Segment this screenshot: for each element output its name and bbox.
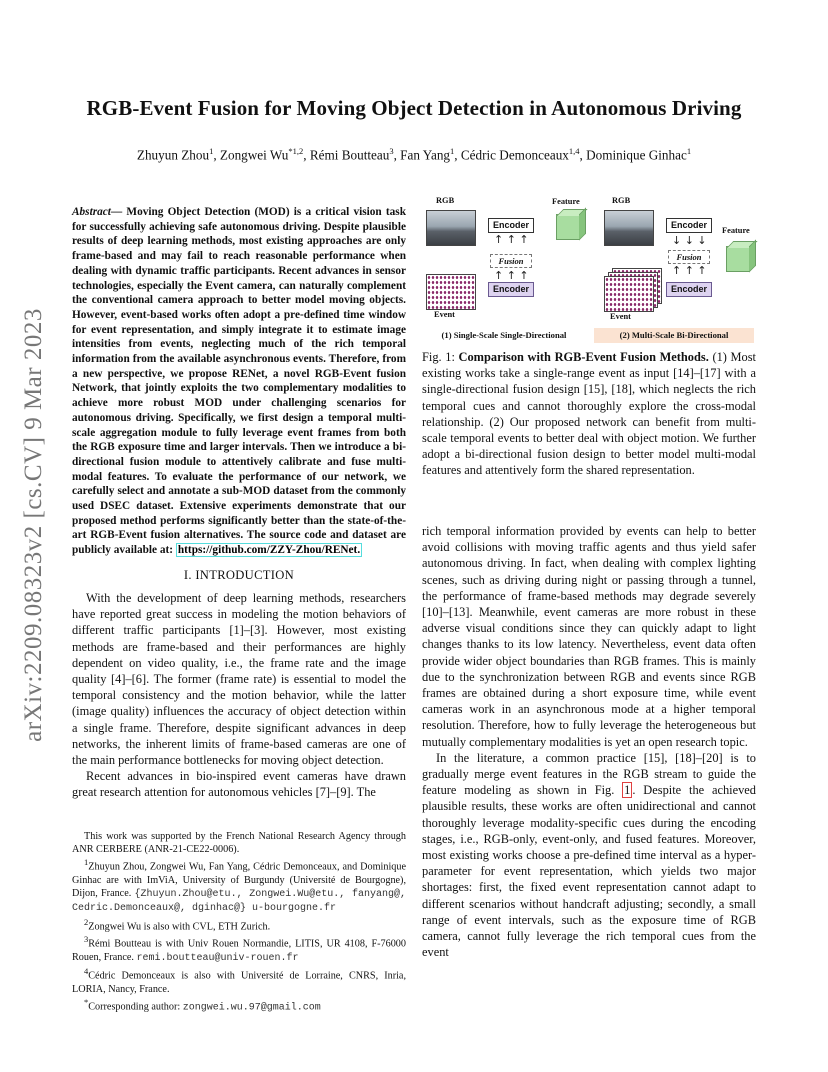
- author-list: Zhuyun Zhou$^1$, Zongwei Wu$^{*1,2}$, Rémi Boutteau$^3$, Fan Yang$^1$, Cédric Demonceaux$^{1,4}$, Dominique Ginhac$^1$: [136, 146, 692, 163]
- feature-label: Feature: [552, 197, 580, 206]
- event-label: Event: [610, 312, 631, 321]
- fusion-box: Fusion: [490, 254, 532, 268]
- author-affiliation: *1,2: [288, 146, 304, 156]
- footnote: $^1$Zhuyun Zhou, Zongwei Wu, Fan Yang, Cédric Demonceaux, and Dominique Ginhac are with ImViA, University of Burgundy (Université de Bourgogne), Dijon, France. {Zhuyun.Zhou@etu., Zongwei.Wu@etu., fanyang@, Cedric.Demonceaux@, dginhac@} u-bourgogne.fr: [72, 857, 407, 915]
- intro-text: [72, 590, 406, 801]
- footnote: $^2$Zongwei Wu is also with CVL, ETH Zurich.: [84, 916, 271, 932]
- up-arrows: ↑ ↑ ↑: [494, 269, 529, 282]
- feature-label: Feature: [722, 226, 750, 235]
- author-affiliation: 1: [209, 146, 214, 156]
- feature-cube-icon: [726, 246, 750, 272]
- footnotes: [72, 830, 406, 1014]
- encoder-box: Encoder: [488, 218, 534, 233]
- caption-prefix: Fig. 1:: [422, 350, 459, 364]
- rgb-label: RGB: [436, 196, 455, 205]
- arxiv-identifier: arXiv:2209.08323v2 [cs.CV] 9 Mar 2023: [20, 308, 47, 742]
- caption-text: (1) Most existing works take a single-range event as input [14]–[17] with a single-directional fusion design [15], [18], which neglects the rich temporal cues and cannot thoroughly explore the cross-modal relationship. (2) Our proposed network can benefit from multi-scale temporal events to better deal with object motion. We further adopt a bi-directional fusion design to better model multi-modal features and attentively form the shared representation.: [422, 350, 756, 478]
- event-frame-image: [426, 274, 476, 310]
- footnote: This work was supported by the French National Research Agency through ANR CERBERE (ANR-21-CE22-0006).: [72, 831, 406, 856]
- caption-title: Comparison with RGB-Event Fusion Methods.: [458, 350, 709, 364]
- footnote: $^4$Cédric Demonceaux is also with Université de Lorraine, CNRS, Inria, LORIA, Nancy, France.: [72, 966, 406, 995]
- event-label: Event: [434, 310, 455, 319]
- rgb-frame-image: [426, 210, 476, 246]
- paper-title: RGB-Event Fusion for Moving Object Detection in Autonomous Driving: [86, 96, 742, 120]
- down-arrows: ↓ ↓ ↓: [672, 234, 707, 247]
- fusion-box: Fusion: [668, 250, 710, 264]
- author-affiliation: 3: [389, 146, 394, 156]
- author-name: Dominique Ginhac: [586, 147, 687, 163]
- footnote: $^3$Rémi Boutteau is with Univ Rouen Normandie, LITIS, UR 4108, F-76000 Rouen, France. remi.boutteau@univ-rouen.fr: [72, 934, 406, 964]
- email-list: {Zhuyun.Zhou@etu., Zongwei.Wu@etu., fanyang@, Cedric.Demonceaux@, dginhac@} u-bourgogne.fr: [72, 889, 407, 915]
- encoder-box: Encoder: [666, 282, 712, 297]
- up-arrows: ↑ ↑ ↑: [672, 264, 707, 277]
- abstract-label: Abstract: [72, 206, 111, 218]
- author-affiliation: 1: [686, 146, 692, 156]
- author-affiliation: 1: [450, 146, 455, 156]
- subfigure-caption: (1) Single-Scale Single-Directional: [441, 330, 567, 340]
- paragraph: rich temporal information provided by events can help to better avoid collisions with moving traffic agents and thus yield safer autonomous driving. In fact, when dealing with complex lighting scenes, such as driving during night or passing through a tunnel, the performance of frame-based methods may degrade severely [10]–[13]. Meanwhile, event cameras are more robust in these adverse visual conditions since they can quickly adapt to light changes thanks to its low latency. Nevertheless, event data often provide wider object boundaries than RGB frames. This is mainly due to the synchronization between RGB and events since RGB frames are obtained during a short exposure time, while event cameras work in an asynchronous mode at a higher temporal resolution. Therefore, how to fully leverage the heterogeneous but mutually complementary modalities is yet an open research topic.: [422, 524, 756, 749]
- paragraph: With the development of deep learning methods, researchers have reported great success in modeling the motion behaviors of different traffic participants [1]–[3]. However, most existing methods are frame-based and their performances are highly dependent on video quality, i.e., the frame rate and the image quality [4]–[6]. The former (frame rate) is essential to model the temporal consistency and the motion behavior, while the latter (image quality) influences the accuracy of object detection within a single frame. Therefore, despite significant advances in deep networks, the inherent limits of frame-based cameras are one of the main performance bottlenecks for moving object detection.: [72, 591, 406, 768]
- author-name: Zongwei Wu: [219, 147, 289, 163]
- section-heading: I. INTRODUCTION: [183, 568, 295, 582]
- author-name: Cédric Demonceaux: [460, 147, 569, 163]
- author-name: Zhuyun Zhou: [136, 147, 210, 163]
- encoder-box: Encoder: [666, 218, 712, 233]
- footnote: *Corresponding author: zongwei.wu.97@gmail.com: [84, 996, 321, 1014]
- paragraph: Recent advances in bio-inspired event cameras have drawn great research attention for autonomous vehicles [7]–[9]. The: [72, 769, 406, 800]
- email: remi.boutteau@univ-rouen.fr: [136, 952, 299, 964]
- arxiv-sidebar: [22, 290, 46, 760]
- author-affiliation: 1,4: [568, 146, 580, 156]
- subfigure-caption: (2) Multi-Scale Bi-Directional: [594, 328, 754, 343]
- author-name: Fan Yang: [400, 147, 451, 163]
- encoder-box: Encoder: [488, 282, 534, 297]
- author-name: Rémi Boutteau: [309, 147, 390, 163]
- paragraph: In the literature, a common practice [15], [18]–[20] is to gradually merge event features in the RGB stream to guide the feature modeling as shown in Fig. 1 . Despite the achieved plausible results, these works are often unidirectional and cannot thoroughly leverage modality-specific cues during the encoding stages, i.e., RGB-only, event-only, and fused features. Moreover, most existing works choose a pre-defined time interval as a hyper-parameter for event representation, which yields two major shortages: first, the fixed event representation cannot adapt to different scenarios without handcraft adjusting; secondly, a small range of event intervals, such as the exposure time of RGB camera, cannot fully leverage the rich temporal cues from the event: [422, 750, 756, 960]
- code-link[interactable]: https://github.com/ZZY-Zhou/RENet.: [177, 544, 361, 557]
- rgb-frame-image: [604, 210, 654, 246]
- event-frame-stack-image: [604, 276, 654, 312]
- figure-1: [422, 192, 762, 344]
- abstract-text: Moving Object Detection (MOD) is a critical vision task for successfully achieving safe autonomous driving. Despite plausible results of deep learning methods, most existing approaches are only frame-based and may fail to reach reasonable performance when dealing with dynamic traffic participants. Recent advances in sensor technologies, especially the Event camera, can naturally complement the conventional camera approach to better model moving objects. However, event-based works often adopt a pre-defined time window for event representation, and simply integrate it to estimate image intensities from events, neglecting much of the rich temporal information from the available asynchronous events. Therefore, from a new perspective, we propose RENet, a novel RGB-Event fusion Network, that jointly exploits the two complementary modalities to achieve more robust MOD under challenging scenarios for autonomous driving. Specifically, we first design a temporal multi-scale aggregation module to fully leverage event frames from both the RGB exposure time and larger intervals. Then we introduce a bi-directional fusion module to attentively calibrate and fuse multi-modal features. To evaluate the performance of our network, we carefully select and annotate a sub-MOD dataset from the commonly used DSEC dataset. Extensive experiments demonstrate that our proposed method performs significantly better than the state-of-the-art RGB-Event fusion alternatives. The source code and dataset are publicly available at:: [72, 206, 406, 557]
- email: zongwei.wu.97@gmail.com: [182, 1002, 321, 1014]
- figure-caption: [422, 349, 756, 479]
- abstract: Abstract— Moving Object Detection (MOD) is a critical vision task for successfully achieving safe autonomous driving. Despite plausible results of deep learning methods, most existing approaches are only frame-based and may fail to reach reasonable performance when dealing with dynamic traffic participants. Recent advances in sensor technologies, especially the Event camera, can naturally complement the conventional camera approach to better model moving objects. However, event-based works often adopt a pre-defined time window for event representation, and simply integrate it to estimate image intensities from events, neglecting much of the rich temporal information from the available asynchronous events. Therefore, from a new perspective, we propose RENet, a novel RGB-Event fusion Network, that jointly exploits the two complementary modalities to achieve more robust MOD under challenging scenarios for autonomous driving. Specifically, we first design a temporal multi-scale aggregation module to fully leverage event frames from both the RGB exposure time and larger intervals. Then we introduce a bi-directional fusion module to attentively calibrate and fuse multi-modal features. To evaluate the performance of our network, we carefully select and annotate a sub-MOD dataset from the commonly used DSEC dataset. Extensive experiments demonstrate that our proposed method performs significantly better than the state-of-the-art RGB-Event fusion alternatives. The source code and dataset are publicly available at: https://github.com/ZZY-Zhou/RENet.: [72, 206, 406, 557]
- feature-cube-icon: [556, 214, 580, 240]
- up-arrows: ↑ ↑ ↑: [494, 233, 529, 246]
- right-column-text: [422, 523, 756, 960]
- figure-reference-link[interactable]: 1: [624, 783, 631, 798]
- rgb-label: RGB: [612, 196, 631, 205]
